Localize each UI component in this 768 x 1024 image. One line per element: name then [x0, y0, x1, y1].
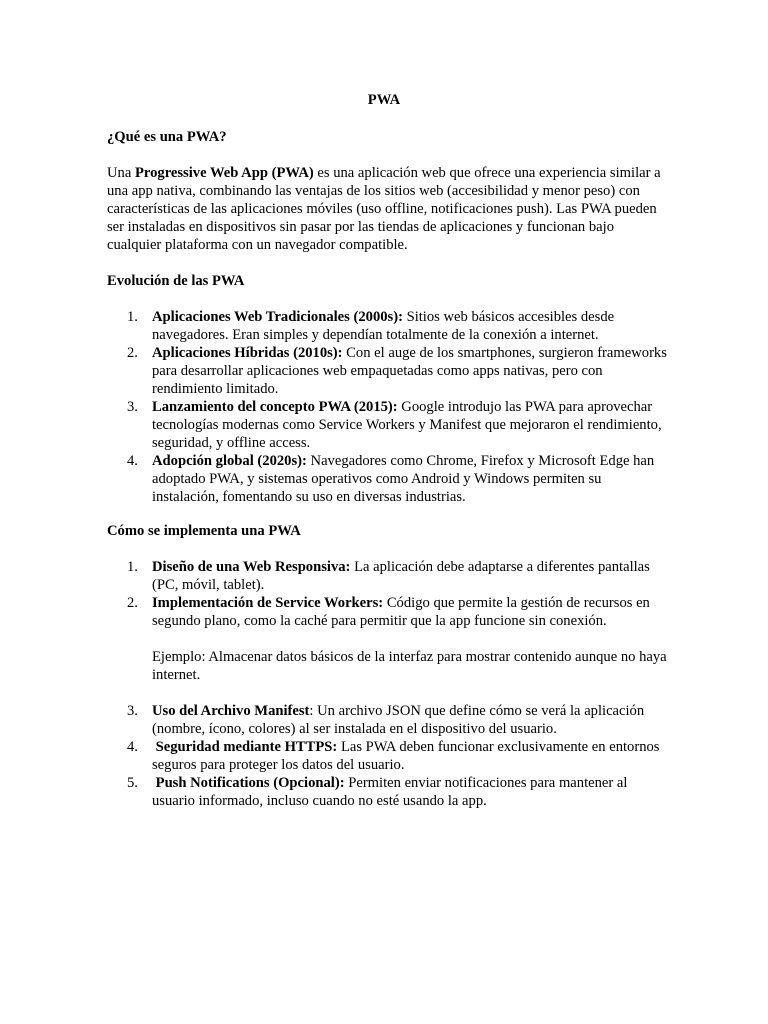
- section-what-is-pwa: [107, 128, 667, 254]
- list-item: [107, 344, 667, 398]
- list-item: [107, 308, 667, 344]
- list-item: [107, 398, 667, 452]
- section-evolution: [107, 272, 667, 506]
- list-number: 1.: [127, 309, 138, 325]
- list-number: 3.: [127, 399, 138, 415]
- item-text: Permiten enviar notificaciones para mantener al usuario informado, incluso cuando no esté usando la app.: [152, 775, 628, 809]
- item-text: Google introdujo las PWA para aprovechar tecnologías modernas como Service Workers y Manifest que mejoraron el rendimiento, seguridad, y offline access.: [152, 399, 662, 451]
- item-bold: Aplicaciones Híbridas (2010s):: [152, 345, 343, 361]
- list-number: 1.: [127, 559, 138, 575]
- item-bold: Seguridad mediante HTTPS:: [152, 739, 338, 755]
- paragraph-bold: Progressive Web App (PWA): [134, 165, 314, 181]
- list-number: 3.: [127, 703, 138, 719]
- item-bold: Aplicaciones Web Tradicionales (2000s):: [152, 309, 403, 325]
- list-item: [107, 774, 667, 810]
- implementation-list: [107, 558, 667, 810]
- item-bold: Implementación de Service Workers:: [152, 595, 384, 611]
- list-item: [107, 558, 667, 594]
- item-bold: Lanzamiento del concepto PWA (2015):: [152, 399, 398, 415]
- item-text: : Un archivo JSON que define cómo se verá la aplicación (nombre, ícono, colores) al ser instalada en el dispositivo del usuario.: [152, 703, 645, 737]
- paragraph-text: es una aplicación web que ofrece una experiencia similar a una app nativa, combinando las ventajas de los sitios web (accesibilidad y menor peso) con características de las aplicaciones móviles (uso offline, notificaciones push). Las PWA pueden ser instaladas en dispositivos sin pasar por las tiendas de aplicaciones y funcionan bajo cualquier plataforma con un navegador compatible.: [107, 165, 661, 253]
- list-item: [107, 594, 667, 702]
- example-text: Ejemplo: Almacenar datos básicos de la interfaz para mostrar contenido aunque no haya internet.: [152, 649, 667, 683]
- item-text: Navegadores como Chrome, Firefox y Microsoft Edge han adoptado PWA, y sistemas operativos como Android y Windows permiten su instalación, fomentando su uso en diversas industrias.: [152, 453, 655, 505]
- section-heading: ¿Qué es una PWA?: [107, 129, 227, 145]
- list-number: 4.: [127, 453, 138, 469]
- list-number: 2.: [127, 345, 138, 361]
- item-bold: Adopción global (2020s):: [152, 453, 307, 469]
- list-item: [107, 738, 667, 774]
- document-title: PWA: [367, 92, 401, 108]
- item-bold: Diseño de una Web Responsiva:: [152, 559, 351, 575]
- section-heading: Evolución de las PWA: [107, 273, 245, 289]
- list-item: [107, 452, 667, 506]
- item-bold: Push Notifications (Opcional):: [152, 775, 345, 791]
- section-implementation: [107, 522, 667, 810]
- item-bold: Uso del Archivo Manifest: [152, 703, 310, 719]
- item-text: Las PWA deben funcionar exclusivamente en entornos seguros para proteger los datos del usuario.: [152, 739, 660, 773]
- paragraph-text: Una: [107, 165, 135, 181]
- item-text: La aplicación debe adaptarse a diferentes pantallas (PC, móvil, tablet).: [152, 559, 650, 593]
- evolution-list: [107, 308, 667, 506]
- list-number: 2.: [127, 595, 138, 611]
- item-text: Con el auge de los smartphones, surgieron frameworks para desarrollar aplicaciones web empaquetadas como apps nativas, pero con rendimiento limitado.: [152, 345, 667, 397]
- item-text: Sitios web básicos accesibles desde navegadores. Eran simples y dependían totalmente de la conexión a internet.: [152, 309, 615, 343]
- section-heading: Cómo se implementa una PWA: [107, 523, 301, 539]
- item-text: Código que permite la gestión de recursos en segundo plano, como la caché para permitir que la app funcione sin conexión.: [152, 595, 650, 629]
- intro-paragraph: [107, 164, 667, 254]
- list-number: 4.: [127, 739, 138, 755]
- list-number: 5.: [127, 775, 138, 791]
- list-item: [107, 702, 667, 738]
